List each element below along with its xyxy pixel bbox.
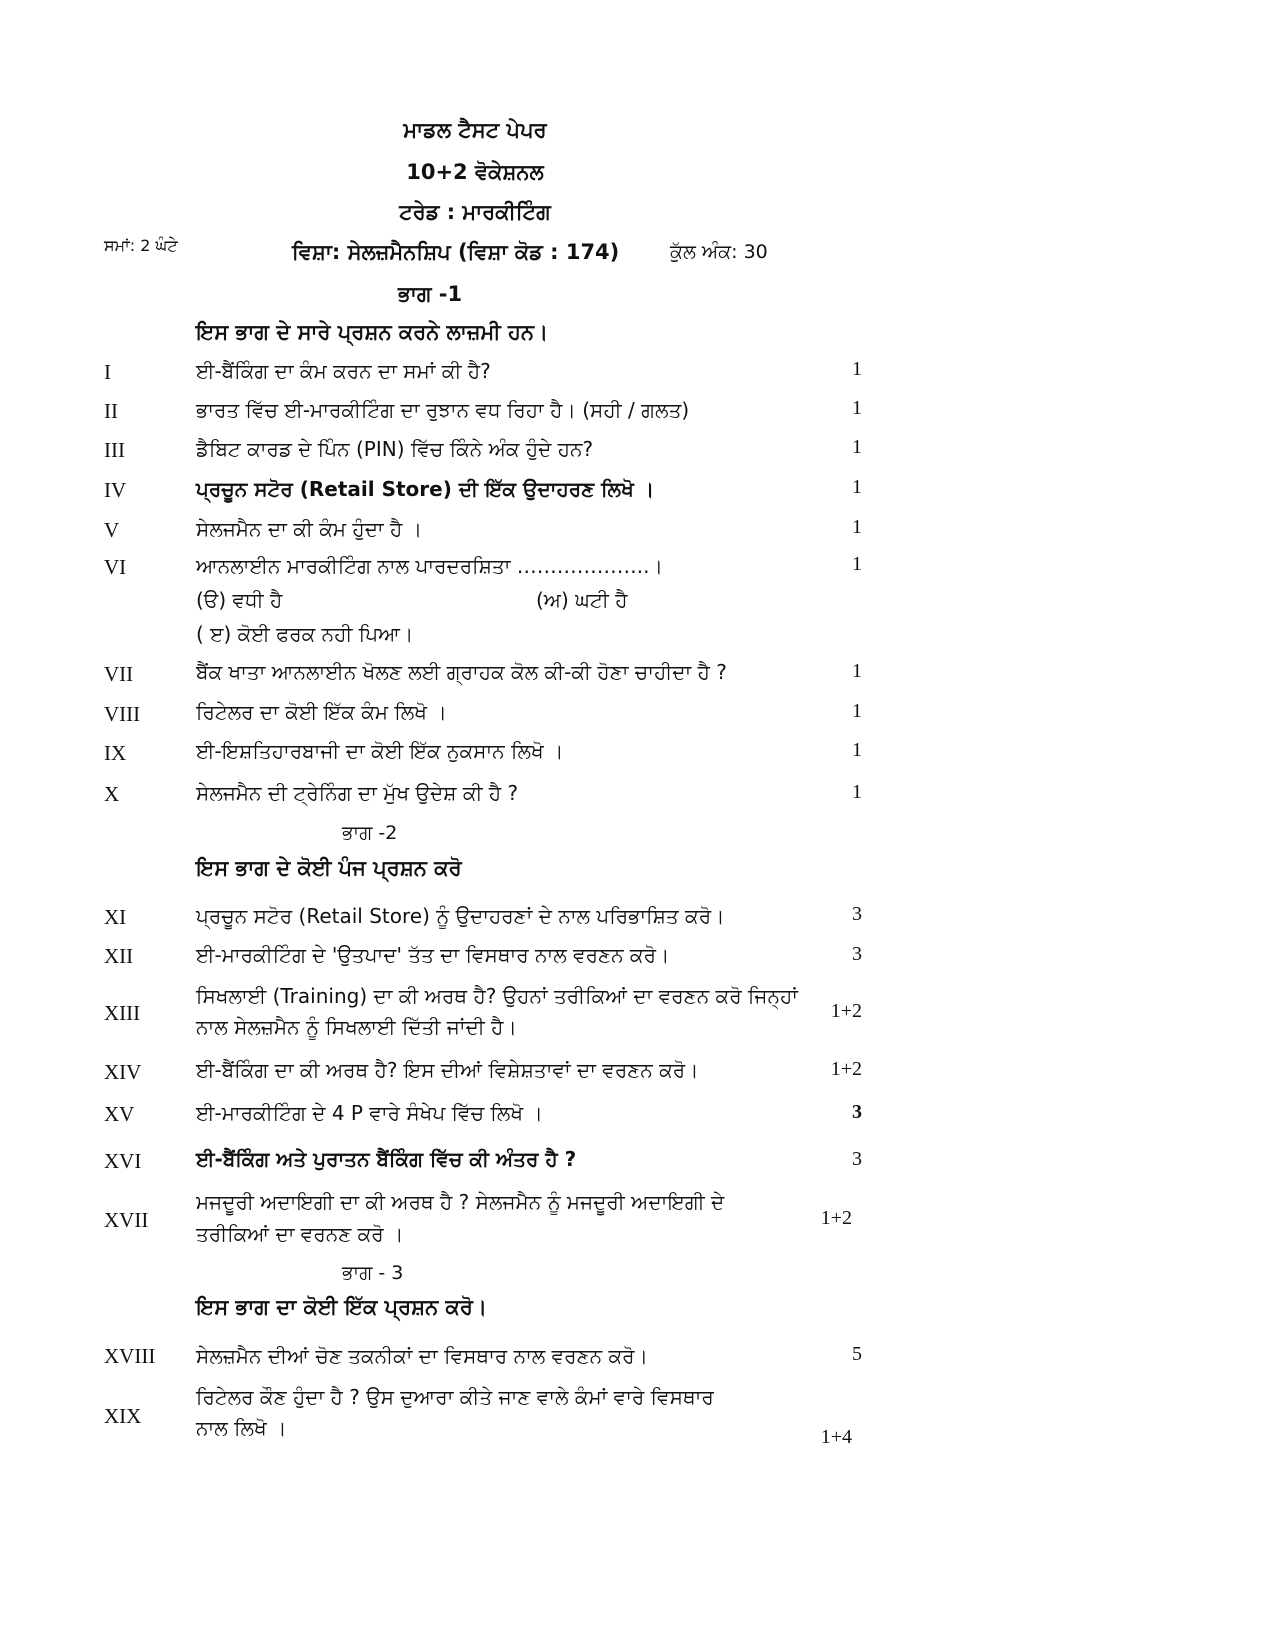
question-text: ਬੈਂਕ ਖਾਤਾ ਆਨਲਾਈਨ ਖੋਲਣ ਲਈ ਗ੍ਰਾਹਕ ਕੋਲ ਕੀ-ਕੀ ਹੋਣਾ ਚਾਹੀਦਾ ਹੈ ? xyxy=(196,660,727,684)
question-number: VIII xyxy=(104,702,141,726)
question-marks: 1+2 xyxy=(820,1207,852,1229)
question-text-continued: ਨਾਲ ਲਿਖੋ । xyxy=(196,1416,287,1440)
question-marks: 1 xyxy=(852,700,862,722)
question-marks: 3 xyxy=(852,943,862,965)
question-text: ਈ-ਇਸ਼ਤਿਹਾਰਬਾਜੀ ਦਾ ਕੋਈ ਇੱਕ ਨੁਕਸਾਨ ਲਿਖੋ । xyxy=(196,739,564,763)
question-text: ਈ-ਮਾਰਕੀਟਿੰਗ ਦੇ 'ਉਤਪਾਦ' ਤੱਤ ਦਾ ਵਿਸਥਾਰ ਨਾਲ ਵਰਣਨ ਕਰੋ। xyxy=(196,943,670,967)
question-marks: 1+2 xyxy=(830,1000,862,1022)
paper-title: ਮਾਡਲ ਟੈਸਟ ਪੇਪਰ xyxy=(403,118,547,142)
question-marks: 1 xyxy=(852,516,862,538)
question-number: VI xyxy=(104,555,127,579)
question-text: ਸੇਲਜ਼ਮੈਨ ਦੀਆਂ ਚੋਣ ਤਕਨੀਕਾਂ ਦਾ ਵਿਸਥਾਰ ਨਾਲ ਵਰਣਨ ਕਰੋ। xyxy=(196,1344,648,1368)
question-number: V xyxy=(104,518,120,542)
question-marks: 3 xyxy=(852,1148,862,1170)
question-text: ਸੇਲਜਮੈਨ ਦੀ ਟ੍ਰੇਨਿੰਗ ਦਾ ਮੁੱਖ ਉਦੇਸ਼ ਕੀ ਹੈ ? xyxy=(196,781,519,805)
question-number: XVI xyxy=(104,1149,142,1173)
question-number: I xyxy=(104,360,111,384)
time-allowed: ਸਮਾਂ: 2 ਘੰਟੇ xyxy=(104,236,178,255)
option-b: (ਅ) ਘਟੀ ਹੈ xyxy=(536,588,628,612)
question-number: XV xyxy=(104,1102,135,1126)
subject-line: ਵਿਸ਼ਾ: ਸੇਲਜ਼ਮੈਨਸ਼ਿਪ (ਵਿਸ਼ਾ ਕੋਡ : 174) xyxy=(292,240,620,264)
question-marks: 1 xyxy=(852,660,862,682)
part3-instruction: ਇਸ ਭਾਗ ਦਾ ਕੋਈ ਇੱਕ ਪ੍ਰਸ਼ਨ ਕਰੋ। xyxy=(196,1295,488,1319)
question-marks: 1 xyxy=(852,781,862,803)
part3-title: ਭਾਗ - 3 xyxy=(342,1262,404,1284)
question-marks: 5 xyxy=(852,1343,862,1365)
part1-instruction: ਇਸ ਭਾਗ ਦੇ ਸਾਰੇ ਪ੍ਰਸ਼ਨ ਕਰਨੇ ਲਾਜ਼ਮੀ ਹਨ। xyxy=(196,320,549,344)
question-text: ਮਜਦੂਰੀ ਅਦਾਇਗੀ ਦਾ ਕੀ ਅਰਥ ਹੈ ? ਸੇਲਜਮੈਨ ਨੂੰ ਮਜਦੂਰੀ ਅਦਾਇਗੀ ਦੇ xyxy=(196,1190,725,1214)
question-number: IX xyxy=(104,741,127,765)
part2-title: ਭਾਗ -2 xyxy=(342,822,398,844)
part2-instruction: ਇਸ ਭਾਗ ਦੇ ਕੋਈ ਪੰਜ ਪ੍ਰਸ਼ਨ ਕਰੋ xyxy=(196,856,462,880)
question-number: XVII xyxy=(104,1208,149,1232)
question-text: ਈ-ਬੈਂਕਿੰਗ ਦਾ ਕੀ ਅਰਥ ਹੈ? ਇਸ ਦੀਆਂ ਵਿਸ਼ੇਸ਼ਤਾਵਾਂ ਦਾ ਵਰਣਨ ਕਰੋ। xyxy=(196,1058,699,1082)
question-marks: 1 xyxy=(852,397,862,419)
question-marks: 1 xyxy=(852,553,862,575)
question-text: ਭਾਰਤ ਵਿੱਚ ਈ-ਮਾਰਕੀਟਿੰਗ ਦਾ ਰੁਝਾਨ ਵਧ ਰਿਹਾ ਹੈ। (ਸਹੀ / ਗਲਤ) xyxy=(196,398,690,422)
question-text: ਰਿਟੇਲਰ ਦਾ ਕੋਈ ਇੱਕ ਕੰਮ ਲਿਖੋ । xyxy=(196,700,447,724)
question-number: XIX xyxy=(104,1404,142,1428)
question-marks: 1+2 xyxy=(830,1058,862,1080)
option-a: (ੳ) ਵਧੀ ਹੈ xyxy=(196,588,283,612)
question-number: XIV xyxy=(104,1060,142,1084)
question-number: IV xyxy=(104,478,127,502)
question-marks: 3 xyxy=(852,1101,862,1123)
question-number: VII xyxy=(104,662,134,686)
question-text: ਪ੍ਰਚੂਨ ਸਟੋਰ (Retail Store) ਦੀ ਇੱਕ ਉਦਾਹਰਣ ਲਿਖੋ । xyxy=(196,477,655,501)
question-text: ਪ੍ਰਚੂਨ ਸਟੋਰ (Retail Store) ਨੂੰ ਉਦਾਹਰਣਾਂ ਦੇ ਨਾਲ ਪਰਿਭਾਸ਼ਿਤ ਕਰੋ। xyxy=(196,904,725,928)
question-text: ਡੈਬਿਟ ਕਾਰਡ ਦੇ ਪਿੰਨ (PIN) ਵਿੱਚ ਕਿੰਨੇ ਅੰਕ ਹੁੰਦੇ ਹਨ? xyxy=(196,437,594,461)
question-text: ਆਨਲਾਈਨ ਮਾਰਕੀਟਿੰਗ ਨਾਲ ਪਾਰਦਰਸ਼ਿਤਾ ………………..। xyxy=(196,554,663,578)
question-marks: 1+4 xyxy=(820,1426,852,1448)
question-text: ਰਿਟੇਲਰ ਕੌਣ ਹੁੰਦਾ ਹੈ ? ਉਸ ਦੁਆਰਾ ਕੀਤੇ ਜਾਣ ਵਾਲੇ ਕੰਮਾਂ ਵਾਰੇ ਵਿਸਥਾਰ xyxy=(196,1385,714,1409)
class-title: 10+2 ਵੋਕੇਸ਼ਨਲ xyxy=(406,160,544,184)
question-number: II xyxy=(104,399,118,423)
question-marks: 1 xyxy=(852,436,862,458)
option-c: ( ੲ) ਕੋਈ ਫਰਕ ਨਹੀ ਪਿਆ। xyxy=(196,622,414,646)
question-text: ਈ-ਬੈਂਕਿੰਗ ਦਾ ਕੰਮ ਕਰਨ ਦਾ ਸਮਾਂ ਕੀ ਹੈ? xyxy=(196,359,491,383)
question-text: ਸਿਖਲਾਈ (Training) ਦਾ ਕੀ ਅਰਥ ਹੈ? ਉਹਨਾਂ ਤਰੀਕਿਆਂ ਦਾ ਵਰਣਨ ਕਰੋ ਜਿਨ੍ਹਾਂ xyxy=(196,984,798,1008)
total-marks: ਕੁੱਲ ਅੰਕ: 30 xyxy=(670,241,768,263)
question-text: ਈ-ਮਾਰਕੀਟਿੰਗ ਦੇ 4 P ਵਾਰੇ ਸੰਖੇਪ ਵਿੱਚ ਲਿਖੋ । xyxy=(196,1101,543,1125)
question-marks: 1 xyxy=(852,476,862,498)
trade-title: ਟਰੇਡ : ਮਾਰਕੀਟਿੰਗ xyxy=(399,200,551,224)
question-marks: 3 xyxy=(852,903,862,925)
question-text-continued: ਨਾਲ ਸੇਲਜ਼ਮੈਨ ਨੂੰ ਸਿਖਲਾਈ ਦਿੱਤੀ ਜਾਂਦੀ ਹੈ। xyxy=(196,1015,517,1039)
question-number: XII xyxy=(104,944,134,968)
question-number: X xyxy=(104,782,120,806)
question-number: XI xyxy=(104,905,127,929)
question-text: ਸੇਲਜਮੈਨ ਦਾ ਕੀ ਕੰਮ ਹੁੰਦਾ ਹੈ । xyxy=(196,517,423,541)
question-text: ਈ-ਬੈਂਕਿੰਗ ਅਤੇ ਪੁਰਾਤਨ ਬੈਂਕਿੰਗ ਵਿੱਚ ਕੀ ਅੰਤਰ ਹੈ ? xyxy=(196,1147,577,1171)
question-text-continued: ਤਰੀਕਿਆਂ ਦਾ ਵਰਨਣ ਕਰੋ । xyxy=(196,1222,404,1246)
question-marks: 1 xyxy=(852,358,862,380)
part1-title: ਭਾਗ -1 xyxy=(398,282,463,306)
question-number: XIII xyxy=(104,1001,141,1025)
question-number: XVIII xyxy=(104,1344,156,1368)
question-marks: 1 xyxy=(852,739,862,761)
question-number: III xyxy=(104,438,125,462)
